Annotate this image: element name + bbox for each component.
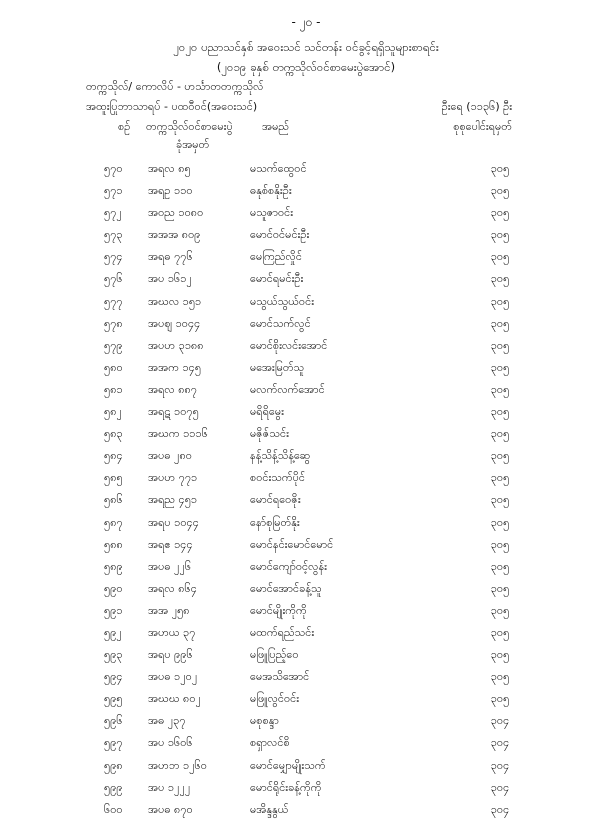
row-name: မအိန္ဒနွယ် — [250, 802, 289, 816]
row-score: ၃၀၅ — [490, 228, 510, 242]
row-no: ၅၉၂ — [104, 625, 122, 639]
row-name: မသက်ထွေဝင် — [250, 162, 307, 175]
row-roll: အအက ၁၄၅ — [148, 360, 202, 374]
row-name: မောင်နင်းမောင်မောင် — [250, 537, 334, 551]
row-name: မသွယ်သွယ်ဝင်း — [250, 294, 314, 308]
row-no: ၅၈၄ — [104, 449, 123, 463]
table-row — [0, 158, 612, 180]
row-score: ၃၀၅ — [490, 670, 510, 684]
row-score: ၃၀၅ — [490, 427, 510, 441]
table-row — [0, 534, 612, 556]
row-no: ၅၇၀ — [104, 162, 123, 175]
table-row — [0, 600, 612, 622]
row-name: မသူဇာဝင်း — [250, 206, 294, 220]
column-header-roll: တက္ကသိုလ်ဝင်စာမေးပွဲ — [146, 120, 233, 133]
row-roll: အပဓ ၈၇၀ — [148, 802, 193, 816]
row-name: နန့်သိန့်သိန့်ဆွေ — [250, 449, 311, 463]
row-no: ၅၈၂ — [104, 405, 122, 419]
row-name: မောင်ရမင်းဦး — [250, 272, 304, 286]
row-roll: အအ ၂၅၈ — [148, 603, 190, 617]
row-score: ၃၀၅ — [490, 405, 510, 419]
table-row — [0, 799, 612, 821]
row-roll: အပဓ ၂၈၀ — [148, 449, 192, 463]
row-roll: အရလ ၈၆၄ — [148, 581, 197, 595]
row-score: ၃၀၅ — [490, 206, 510, 220]
row-no: ၅၉၇ — [104, 736, 123, 750]
row-score: ၃၀၅ — [490, 272, 510, 286]
row-roll: အဃဃ ၈၀၂ — [148, 692, 201, 706]
row-roll: အဃလ ၁၅၁ — [148, 294, 202, 308]
row-score: ၃၀၄ — [490, 758, 510, 772]
row-name: နော်စုမြတ်နိုး — [250, 515, 300, 529]
row-roll: အရပ ၁၀၄၄ — [148, 515, 199, 529]
row-no: ၅၇၃ — [104, 228, 123, 242]
major-label: အထူးပြုဘာသာရပ် - ပထဝီဝင်(အဝေးသင်) — [86, 100, 258, 113]
row-roll: အဝည ၁၀၈၀ — [148, 206, 204, 220]
row-no: ၅၉၉ — [104, 780, 123, 794]
row-name: မေအသိအောင် — [250, 670, 310, 684]
document-subtitle: (၂၀၁၉ ခုနှစ် တက္ကသိုလ်ဝင်စာမေးပွဲအောင်) — [216, 60, 396, 74]
row-no: ၅၈၇ — [104, 515, 123, 529]
row-roll: အဟယ ၃၇ — [148, 625, 196, 639]
table-row — [0, 467, 612, 489]
document-title: ၂၀၂၀ ပညာသင်နှစ် အဝေးသင် သင်တန်း ဝင်ခွင့်ရရှိသူများစာရင်း — [173, 40, 439, 54]
row-name: မောင်စိုးလင်းအောင် — [250, 338, 328, 352]
row-score: ၃၀၅ — [490, 648, 510, 662]
row-score: ၃၀၅ — [490, 515, 510, 529]
row-score: ၃၀၅ — [490, 625, 510, 639]
row-no: ၅၈၀ — [104, 360, 123, 374]
row-score: ၃၀၄ — [490, 780, 510, 794]
row-no: ၅၇၇ — [104, 294, 123, 308]
table-row — [0, 777, 612, 799]
row-roll: အရဓ ၇၇၆ — [148, 250, 193, 264]
row-no: ၅၉၁ — [104, 603, 123, 617]
row-roll: အရဧ ၁၄၄ — [148, 537, 193, 551]
table-row — [0, 224, 612, 246]
row-roll: အရည ၄၅၁ — [148, 493, 198, 507]
table-row — [0, 688, 612, 710]
table-row — [0, 246, 612, 268]
row-no: ၅၉၄ — [104, 670, 123, 684]
table-row — [0, 445, 612, 467]
row-roll: အရလ ၈၈၇ — [148, 382, 197, 396]
table-row — [0, 423, 612, 445]
row-score: ၃၀၅ — [490, 382, 510, 396]
row-name: စရှာလင်စိ — [250, 736, 290, 750]
student-list — [0, 158, 612, 821]
row-score: ၃၀၅ — [490, 316, 510, 330]
row-name: မဖြူလွင်ဝင်း — [250, 692, 300, 706]
column-header-no: စဉ် — [118, 120, 131, 133]
row-no: ၅၇၉ — [104, 338, 123, 352]
table-row — [0, 732, 612, 754]
table-row — [0, 578, 612, 600]
row-no: ၅၈၅ — [104, 471, 123, 485]
table-row — [0, 268, 612, 290]
row-name: မောင်မျှောမျိုးသက် — [250, 758, 326, 772]
row-score: ၃၀၅ — [490, 559, 510, 573]
row-name: မအေးမြတ်သူ — [250, 360, 305, 374]
row-name: မရိရိမွေး — [250, 405, 284, 419]
row-name: မောင်မျိုးကိုကို — [250, 603, 307, 617]
row-name: မောင်ဝင်မင်းဦး — [250, 228, 310, 242]
page-number: - ၂၀ - — [291, 15, 321, 29]
row-roll: အဓ ၂၃၇ — [148, 714, 186, 728]
row-no: ၅၇၂ — [104, 206, 122, 220]
column-header-roll-sub: ခုံအမှတ် — [176, 138, 210, 151]
row-no: ၅၉၃ — [104, 648, 123, 662]
row-no: ၅၇၈ — [104, 316, 123, 330]
row-name: မောင်ရဝေဇိုး — [250, 493, 301, 507]
table-row — [0, 202, 612, 224]
row-roll: အပ ၁၂၂၂ — [148, 780, 191, 794]
row-score: ၃၀၅ — [490, 692, 510, 706]
row-name: ဓနုစ်စနိုးဦး — [250, 184, 292, 198]
row-roll: အရလ ၈၅ — [148, 162, 191, 175]
row-name: စဝင်းသက်ပိုင် — [250, 471, 306, 485]
row-roll: အပ ၁၆၁၂ — [148, 272, 192, 286]
row-no: ၅၇၁ — [104, 184, 123, 198]
row-no: ၅၈၁ — [104, 382, 123, 396]
row-no: ၅၉၆ — [104, 714, 123, 728]
row-name: မောင်အောင်ခန့်သူ — [250, 581, 322, 595]
row-score: ၃၀၅ — [490, 471, 510, 485]
row-roll: အရဥ ၁၁၀ — [148, 184, 193, 198]
row-roll: အရပ ၉၉၆ — [148, 648, 193, 662]
column-header-name: အမည် — [262, 120, 290, 133]
row-name: မစုစန္ဒာ — [250, 714, 279, 728]
row-roll: အဃက ၁၁၁၆ — [148, 427, 208, 441]
table-row — [0, 401, 612, 423]
row-roll: အပဟ ၇၇၁ — [148, 471, 198, 485]
table-row — [0, 755, 612, 777]
table-row — [0, 622, 612, 644]
row-name: မလက်လက်အောင် — [250, 382, 325, 396]
row-roll: အပဓ ၁၂၀၂ — [148, 670, 198, 684]
row-roll: အရဋ ၁၀၇၅ — [148, 405, 199, 419]
row-score: ၃၀၅ — [490, 294, 510, 308]
row-roll: အပဈ ၁၀၄၄ — [148, 316, 201, 330]
row-score: ၃၀၅ — [490, 338, 510, 352]
university-label: တက္ကသိုလ်/ ကောလိပ် - ဟင်္သာတတက္ကသိုလ် — [86, 80, 264, 93]
row-score: ၃၀၅ — [490, 184, 510, 198]
row-no: ၅၇၄ — [104, 250, 123, 264]
row-roll: အပဓ ၂၂၆ — [148, 559, 192, 573]
table-row — [0, 556, 612, 578]
row-score: ၃၀၅ — [490, 537, 510, 551]
row-score: ၃၀၅ — [490, 449, 510, 463]
table-row — [0, 379, 612, 401]
row-name: မောင်ရိုင်းခန့်ကိုကို — [250, 780, 322, 794]
row-score: ၃၀၅ — [490, 603, 510, 617]
table-row — [0, 489, 612, 511]
table-row — [0, 666, 612, 688]
column-header-score: စုစုပေါင်းရမှတ် — [453, 120, 512, 133]
table-row — [0, 512, 612, 534]
table-row — [0, 313, 612, 335]
row-score: ၃၀၅ — [490, 581, 510, 595]
row-name: မဇိုဇ်သင်း — [250, 427, 289, 441]
table-row — [0, 291, 612, 313]
table-row — [0, 335, 612, 357]
row-no: ၅၈၃ — [104, 427, 123, 441]
table-row — [0, 180, 612, 202]
row-score: ၃၀၅ — [490, 360, 510, 374]
row-no: ၅၉၈ — [104, 758, 123, 772]
row-score: ၃၀၄ — [490, 802, 510, 816]
row-name: မောင်သက်လွင် — [250, 316, 311, 330]
row-name: မထက်ရည်သင်း — [250, 625, 315, 639]
row-no: ၆၀၀ — [104, 802, 123, 816]
row-name: မဖြူပြည့်ဝေ — [250, 648, 299, 662]
row-name: မောင်ကျော်ဝင့်လွန်း — [250, 559, 327, 573]
row-score: ၃၀၅ — [490, 493, 510, 507]
row-no: ၅၈၈ — [104, 537, 123, 551]
row-score: ၃၀၅ — [490, 162, 510, 175]
row-no: ၅၇၆ — [104, 272, 123, 286]
table-row — [0, 357, 612, 379]
row-roll: အအအ ၈၀၉ — [148, 228, 201, 242]
table-row — [0, 644, 612, 666]
row-no: ၅၉၀ — [104, 581, 123, 595]
total-count-label: ဦးရေ (၁၁၃၆) ဦး — [441, 100, 512, 113]
table-row — [0, 710, 612, 732]
row-roll: အပ ၁၆၀၆ — [148, 736, 193, 750]
row-no: ၅၈၉ — [104, 559, 123, 573]
row-no: ၅၉၅ — [104, 692, 123, 706]
row-name: မေကြည်လှိုင် — [250, 250, 302, 264]
row-roll: အပဟ ၃၁၈၈ — [148, 338, 204, 352]
row-roll: အဟဘ ၁၂၆၀ — [148, 758, 207, 772]
row-score: ၃၀၅ — [490, 250, 510, 264]
row-no: ၅၈၆ — [104, 493, 123, 507]
row-score: ၃၀၄ — [490, 736, 510, 750]
row-score: ၃၀၄ — [490, 714, 510, 728]
